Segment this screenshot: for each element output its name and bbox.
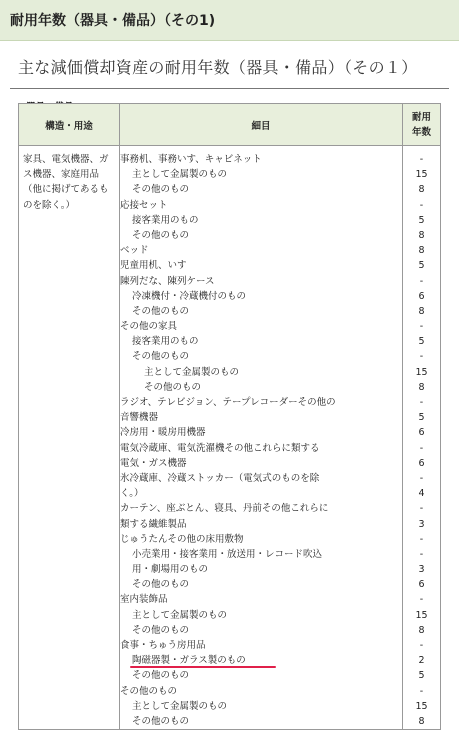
years-value: 15 bbox=[415, 169, 428, 181]
detail-item-label: その他のもの bbox=[144, 381, 202, 393]
detail-item bbox=[120, 289, 402, 304]
table-row bbox=[19, 146, 441, 730]
detail-item-label: その他のもの bbox=[132, 715, 190, 727]
detail-item-label: 冷凍機付・冷蔵機付のもの bbox=[132, 290, 247, 302]
detail-item bbox=[120, 638, 402, 653]
years-value: - bbox=[419, 548, 424, 560]
detail-item-label: その他のもの bbox=[132, 229, 190, 241]
years-value: - bbox=[419, 503, 424, 515]
years-value: 6 bbox=[418, 290, 425, 302]
detail-item bbox=[120, 441, 402, 456]
detail-item-label: 音響機器 bbox=[120, 412, 159, 424]
detail-item bbox=[120, 274, 402, 289]
detail-item bbox=[120, 334, 402, 349]
years-list bbox=[403, 146, 440, 729]
detail-item-label: その他のもの bbox=[132, 624, 190, 636]
detail-item-label: じゅうたんその他の床用敷物 bbox=[120, 533, 244, 545]
detail-item-label: 陳列だな、陳列ケース bbox=[120, 275, 215, 287]
detail-item bbox=[120, 699, 402, 714]
years-value: 3 bbox=[418, 518, 425, 530]
detail-item bbox=[120, 684, 402, 699]
years-value: 5 bbox=[418, 214, 425, 226]
years-value: - bbox=[419, 199, 424, 211]
detail-item bbox=[120, 243, 402, 258]
years-value: 8 bbox=[418, 381, 425, 393]
years-value: - bbox=[419, 533, 424, 545]
years-value: 5 bbox=[418, 260, 425, 272]
detail-item bbox=[120, 304, 402, 319]
detail-item bbox=[120, 182, 402, 197]
years-value: 5 bbox=[418, 336, 425, 348]
years-value: - bbox=[419, 397, 424, 408]
detail-item bbox=[120, 562, 402, 577]
detail-item-label: 食事・ちゅう房用品 bbox=[120, 640, 206, 651]
detail-item bbox=[120, 258, 402, 273]
years-value: 6 bbox=[418, 457, 425, 469]
years-value: - bbox=[419, 685, 424, 697]
detail-item-label: カーテン、座ぶとん、寝具、丹前その他これらに bbox=[120, 503, 329, 515]
detail-item-label: 主として金属製のもの bbox=[144, 366, 240, 378]
detail-item bbox=[120, 425, 402, 440]
detail-item-label: 陶磁器製・ガラス製のもの bbox=[132, 655, 246, 666]
divider bbox=[10, 88, 449, 89]
detail-item bbox=[120, 577, 402, 592]
detail-item bbox=[120, 365, 402, 380]
years-value: 4 bbox=[418, 488, 425, 500]
detail-item-label: その他の家具 bbox=[120, 321, 178, 333]
detail-item-label: く。） bbox=[120, 488, 144, 500]
detail-item bbox=[120, 213, 402, 228]
detail-item-label: 主として金属製のもの bbox=[132, 609, 228, 621]
header-details: 細目 bbox=[120, 104, 403, 146]
detail-item bbox=[120, 608, 402, 623]
detail-item bbox=[120, 410, 402, 425]
header-years: 耐用 年数 bbox=[403, 104, 441, 146]
header-structure: 構造・用途 bbox=[19, 104, 120, 146]
years-value: 6 bbox=[418, 427, 425, 439]
detail-item-label: 接客業用のもの bbox=[132, 336, 199, 348]
structure-text: 家具、電気機器、ガス機器、家庭用品（他に掲げてあるものを除く。） bbox=[23, 154, 109, 211]
years-value: - bbox=[419, 321, 424, 333]
years-value: - bbox=[419, 442, 424, 454]
detail-item bbox=[120, 653, 402, 668]
details-cell bbox=[120, 146, 403, 730]
years-value: 8 bbox=[418, 245, 425, 257]
years-value: 15 bbox=[415, 609, 428, 621]
years-value: 6 bbox=[418, 579, 425, 591]
years-value: 2 bbox=[418, 655, 425, 667]
detail-item bbox=[120, 152, 402, 167]
detail-item-label: 用・劇場用のもの bbox=[132, 564, 209, 576]
years-value: 8 bbox=[418, 715, 425, 727]
years-value: 3 bbox=[418, 564, 425, 576]
detail-item-label: 主として金属製のもの bbox=[132, 169, 228, 181]
detail-item-label: 電気・ガス機器 bbox=[120, 457, 187, 469]
page-header bbox=[0, 0, 459, 41]
detail-item-label: 電気冷蔵庫、電気洗濯機その他これらに類する bbox=[120, 442, 320, 454]
detail-item bbox=[120, 349, 402, 364]
detail-item bbox=[120, 395, 402, 410]
detail-item-label: 事務机、事務いす、キャビネット bbox=[120, 154, 262, 165]
years-value: 5 bbox=[418, 412, 425, 424]
detail-item bbox=[120, 501, 402, 516]
detail-item bbox=[120, 167, 402, 182]
years-value: 8 bbox=[418, 229, 425, 241]
detail-item-label: ベッド bbox=[120, 245, 149, 257]
detail-item-label: 接客業用のもの bbox=[132, 214, 199, 226]
detail-item bbox=[120, 517, 402, 532]
years-value: - bbox=[419, 472, 424, 484]
years-value: - bbox=[419, 275, 424, 287]
detail-item bbox=[120, 532, 402, 547]
years-value: 8 bbox=[418, 624, 425, 636]
highlight-underline bbox=[130, 666, 276, 668]
detail-item bbox=[120, 456, 402, 471]
detail-item bbox=[120, 380, 402, 395]
detail-item bbox=[120, 547, 402, 562]
depreciation-table bbox=[18, 103, 441, 730]
detail-item-label: 小売業用・接客業用・放送用・レコード吹込 bbox=[132, 548, 323, 560]
detail-item-label: その他のもの bbox=[132, 670, 190, 682]
detail-item-label: その他のもの bbox=[132, 184, 190, 196]
detail-item bbox=[120, 486, 402, 501]
detail-item bbox=[120, 471, 402, 486]
years-value: - bbox=[419, 594, 424, 606]
years-value: 15 bbox=[415, 700, 428, 712]
years-value: 15 bbox=[415, 366, 428, 378]
detail-item-label: 室内装飾品 bbox=[120, 594, 168, 606]
years-value: 8 bbox=[418, 305, 425, 317]
detail-item-label: その他のもの bbox=[132, 305, 190, 317]
structure-cell bbox=[19, 146, 120, 730]
detail-item bbox=[120, 592, 402, 607]
detail-item-label: その他のもの bbox=[120, 685, 178, 697]
years-value: - bbox=[419, 351, 424, 363]
detail-item bbox=[120, 319, 402, 334]
detail-item-label: 応接セット bbox=[120, 199, 168, 211]
years-value: 8 bbox=[418, 184, 425, 196]
detail-item bbox=[120, 228, 402, 243]
detail-item bbox=[120, 714, 402, 729]
detail-item-label: 氷冷蔵庫、冷蔵ストッカー（電気式のものを除 bbox=[120, 472, 320, 484]
detail-item-label: その他のもの bbox=[132, 351, 190, 363]
detail-item-label: 冷房用・暖房用機器 bbox=[120, 427, 206, 439]
detail-item bbox=[120, 623, 402, 638]
detail-item bbox=[120, 668, 402, 683]
years-value: - bbox=[419, 640, 424, 651]
page-subtitle: 主な減価償却資産の耐用年数（器具・備品）（その１） bbox=[18, 58, 418, 77]
details-list bbox=[120, 146, 402, 729]
detail-item bbox=[120, 198, 402, 213]
detail-item-label: 類する繊維製品 bbox=[120, 518, 187, 530]
years-value: 5 bbox=[418, 670, 425, 682]
detail-item-label: ラジオ、テレビジョン、テープレコーダーその他の bbox=[120, 397, 336, 408]
detail-item-label: その他のもの bbox=[132, 579, 190, 591]
detail-item-label: 主として金属製のもの bbox=[132, 700, 228, 712]
years-value: - bbox=[419, 154, 424, 165]
years-cell bbox=[403, 146, 441, 730]
table-header-row bbox=[19, 104, 441, 146]
detail-item-label: 児童用机、いす bbox=[120, 260, 187, 272]
page-header-title: 耐用年数（器具・備品）（その1) bbox=[10, 13, 216, 29]
